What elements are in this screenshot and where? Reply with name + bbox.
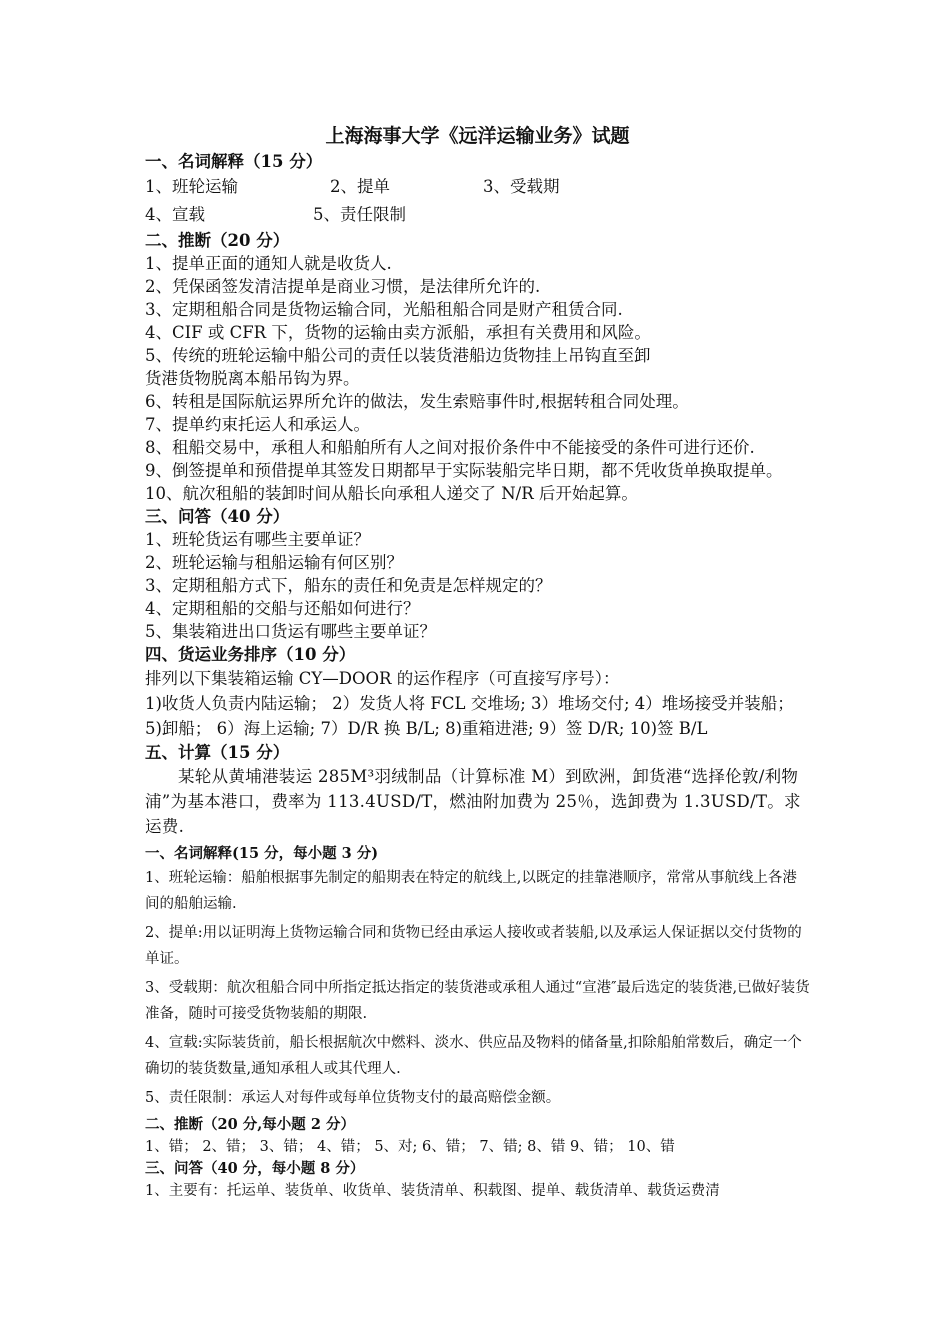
term-item: 3、受载期 <box>483 177 560 196</box>
answers-section2-heading: 二、推断（20 分,每小题 2 分） <box>145 1116 355 1133</box>
term-item: 5、责任限制 <box>313 205 406 224</box>
answers-section1-heading: 一、名词解释(15 分，每小题 3 分) <box>145 845 379 862</box>
answer-definition: 2、提单:用以证明海上货物运输合同和货物已经由承运人接收或者装船,以及承运人保证据以交付货物的单证。 <box>145 925 802 967</box>
term-item: 2、提单 <box>330 177 390 196</box>
question-item: 4、定期租船的交船与还船如何进行？ <box>145 599 420 618</box>
judgment-item: 10、航次租船的装卸时间从船长向承租人递交了 N/R 后开始起算。 <box>145 484 638 503</box>
answers-judgments: 1、错； 2、错； 3、错； 4、错； 5、对; 6、错； 7、错; 8、错 9、错； 10、错 <box>145 1139 675 1155</box>
exam-title: 上海海事大学《远洋运输业务》试题 <box>325 125 630 147</box>
section5-heading: 五、计算（15 分） <box>145 743 290 762</box>
section2-heading: 二、推断（20 分） <box>145 231 290 250</box>
judgment-item-continued: 货港货物脱离本船吊钩为界。 <box>145 369 360 388</box>
calculation-question: 某轮从黄埔港装运 285M³羽绒制品（计算标准 M）到欧洲，卸货港“选择伦敦/利物浦”为基本港口，费率为 113.4USD/T，燃油附加费为 25％，选卸费为 1.3USD/T。求运费. <box>145 767 801 836</box>
question-item: 3、定期租船方式下，船东的责任和免责是怎样规定的？ <box>145 576 552 595</box>
question-item: 5、集装箱进出口货运有哪些主要单证？ <box>145 622 436 641</box>
exam-page <box>145 122 810 1202</box>
judgment-item: 6、转租是国际航运界所允许的做法，发生索赔事件时,根据转租合同处理。 <box>145 392 689 411</box>
answer-definition: 4、宣载:实际装货前，船长根据航次中燃料、淡水、供应品及物料的储备量,扣除船舶常数后，确定一个确切的装货数量,通知承租人或其代理人. <box>145 1035 802 1077</box>
section1-heading: 一、名词解释（15 分） <box>145 152 323 171</box>
section4-heading: 四、货运业务排序（10 分） <box>145 645 356 664</box>
sequence-intro: 排列以下集装箱运输 CY—DOOR 的运作程序（可直接写序号）： <box>145 669 620 688</box>
answer-definition: 5、责任限制：承运人对每件或每单位货物支付的最高赔偿金额。 <box>145 1090 561 1106</box>
answer-definition: 3、受载期：航次租船合同中所指定抵达指定的装货港或承租人通过“宣港″最后选定的装货港,已做好装货准备，随时可接受货物装船的期限. <box>145 980 810 1022</box>
terms-row-2 <box>145 201 810 229</box>
judgment-item: 5、传统的班轮运输中船公司的责任以装货港船边货物挂上吊钩直至卸 <box>145 346 651 365</box>
question-item: 1、班轮货运有哪些主要单证？ <box>145 530 370 549</box>
judgment-item: 1、提单正面的通知人就是收货人. <box>145 254 392 273</box>
answer-definition: 1、班轮运输：船舶根据事先制定的船期表在特定的航线上,以既定的挂靠港顺序，常常从事航线上各港间的船舶运输. <box>145 870 797 912</box>
question-item: 2、班轮运输与租船运输有何区别？ <box>145 553 403 572</box>
terms-row-1 <box>145 173 810 201</box>
judgment-item: 2、凭保函签发清洁提单是商业习惯，是法律所允许的. <box>145 277 541 296</box>
term-item: 4、宣载 <box>145 205 205 224</box>
judgment-item: 4、CIF 或 CFR 下，货物的运输由卖方派船，承担有关费用和风险。 <box>145 323 651 342</box>
judgment-item: 9、倒签提单和预借提单其签发日期都早于实际装船完毕日期，都不凭收货单换取提单。 <box>145 461 783 480</box>
sequence-steps: 1)收货人负责内陆运输； 2）发货人将 FCL 交堆场; 3）堆场交付; 4）堆场接受并装船； 5)卸船； 6）海上运输; 7）D/R 换 B/L; 8)重箱进港; 9）签 D/R; 10)签 B/L <box>145 694 794 738</box>
judgment-item: 3、定期租船合同是货物运输合同，光船租船合同是财产租赁合同. <box>145 300 623 319</box>
term-item: 1、班轮运输 <box>145 177 238 196</box>
judgment-item: 7、提单约束托运人和承运人。 <box>145 415 370 434</box>
answers-section3-heading: 三、问答（40 分，每小题 8 分） <box>145 1160 365 1177</box>
answers-question-1: 1、主要有：托运单、装货单、收货单、装货清单、积载图、提单、载货清单、载货运费清 <box>145 1183 720 1199</box>
section3-heading: 三、问答（40 分） <box>145 507 290 526</box>
judgment-item: 8、租船交易中，承租人和船舶所有人之间对报价条件中不能接受的条件可进行还价. <box>145 438 755 457</box>
